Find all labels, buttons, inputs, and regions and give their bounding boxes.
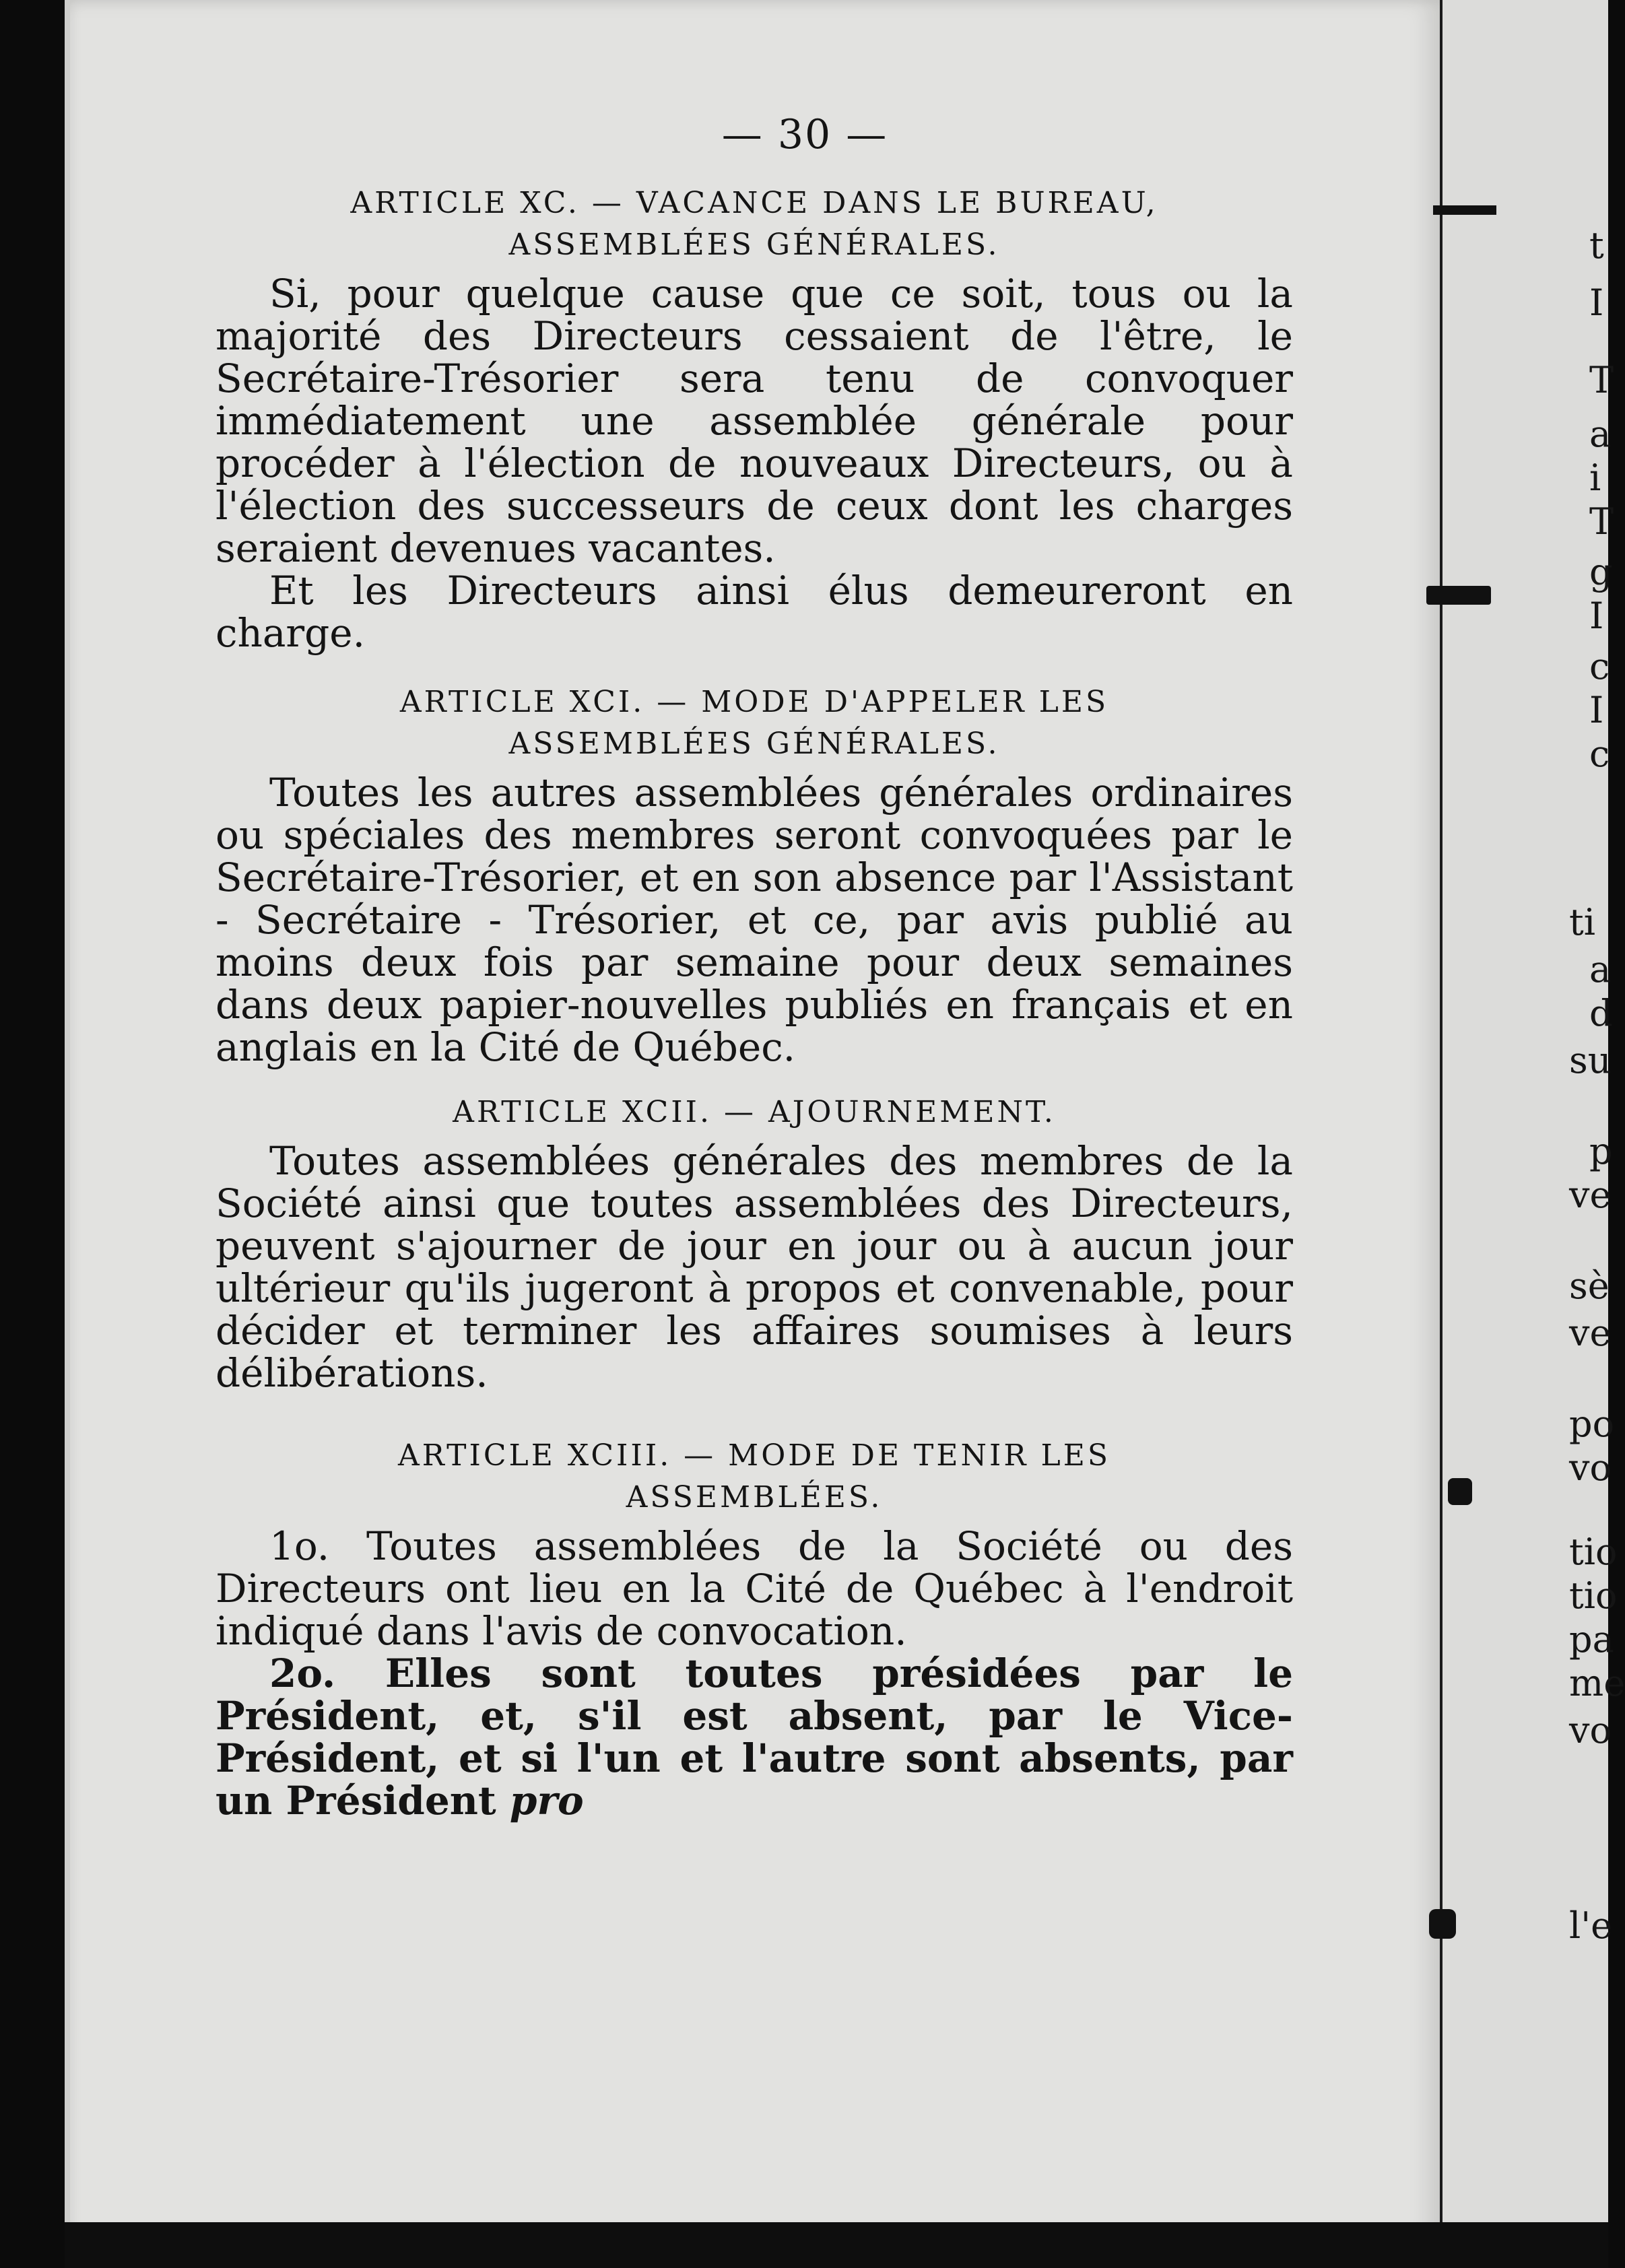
facing-page-fragment: I xyxy=(1589,595,1604,637)
facing-page-fragment: sè xyxy=(1569,1265,1610,1307)
facing-page-fragment: c xyxy=(1589,645,1610,688)
heading-line: ASSEMBLÉES GÉNÉRALES. xyxy=(508,727,1000,761)
article-heading xyxy=(215,1092,1293,1133)
facing-page-fragment: tio xyxy=(1569,1574,1618,1617)
facing-page-fragment: a xyxy=(1589,413,1612,455)
facing-page-fragment: c xyxy=(1589,733,1610,775)
page-text xyxy=(215,111,1293,1822)
article-paragraph xyxy=(215,1650,1293,1824)
facing-page-fragment: tio xyxy=(1569,1531,1618,1573)
heading-line: ARTICLE XCII. — AJOURNEMENT. xyxy=(453,1095,1056,1129)
facing-page-fragment: pa xyxy=(1569,1618,1614,1661)
article-heading xyxy=(215,681,1293,765)
ink-mark xyxy=(1426,586,1491,605)
heading-line: ASSEMBLÉES. xyxy=(626,1480,883,1514)
italic-word: pro xyxy=(509,1778,584,1824)
facing-page-fragment: ti xyxy=(1569,901,1595,943)
article-heading xyxy=(215,1435,1293,1519)
facing-page-fragment: su xyxy=(1569,1039,1612,1081)
article-paragraph: 1o. Toutes assemblées de la Société ou des Directeurs ont lieu en la Cité de Québec à l'endroit indiqué dans l'avis de convocation. xyxy=(215,1523,1293,1654)
page-number: — 30 — xyxy=(721,111,888,158)
facing-page-fragment: vo xyxy=(1569,1709,1612,1752)
facing-page-fragment: d xyxy=(1589,992,1613,1034)
facing-page-fragment: t xyxy=(1589,224,1604,267)
facing-page-fragment: g xyxy=(1589,551,1613,593)
article-paragraph: Toutes assemblées générales des membres de la Société ainsi que toutes assemblées des Directeurs, peuvent s'ajourner de jour en jour ou à aucun jour ultérieur qu'ils jugeront à propos et convenable, pour décider et terminer les affaires soumises à leurs délibérations. xyxy=(215,1138,1293,1396)
heading-line: ARTICLE XCIII. — MODE DE TENIR LES xyxy=(397,1438,1110,1473)
facing-page-fragment: p xyxy=(1589,1130,1613,1172)
scan-border xyxy=(65,2222,1608,2268)
facing-page-fragment: I xyxy=(1589,281,1604,324)
heading-line: ASSEMBLÉES GÉNÉRALES. xyxy=(508,228,1000,262)
article-heading xyxy=(215,182,1293,266)
facing-page-fragment: vo xyxy=(1569,1446,1612,1489)
facing-page-fragment: me xyxy=(1569,1662,1625,1704)
paragraph-text: 2o. Elles sont toutes présidées par le Président, et, s'il est absent, par le Vice-Président, et si l'un et l'autre sont absents, par un Président xyxy=(215,1650,1293,1824)
ink-mark xyxy=(1433,205,1496,215)
facing-page-fragment: I xyxy=(1589,689,1604,731)
facing-page-fragment: ve xyxy=(1569,1312,1612,1354)
facing-page-fragment: ve xyxy=(1569,1174,1612,1216)
page-edge xyxy=(65,0,70,2242)
heading-line: ARTICLE XC. — VACANCE DANS LE BUREAU, xyxy=(350,186,1158,220)
facing-page-fragment: a xyxy=(1589,948,1612,991)
facing-page-fragment: i xyxy=(1589,457,1601,499)
article-paragraph: Et les Directeurs ainsi élus demeureront en charge. xyxy=(215,568,1293,656)
facing-page-fragment: l'e xyxy=(1569,1904,1613,1947)
article-paragraph: Toutes les autres assemblées générales ordinaires ou spéciales des membres seront convoquées par le Secrétaire-Trésorier, et en son absence par l'Assistant - Secrétaire - Trésorier, et ce, par avis publié au moins deux fois par semaine pour deux semaines dans deux papier-nouvelles publiés en français et en anglais en la Cité de Québec. xyxy=(215,770,1293,1070)
facing-page-fragment: po xyxy=(1569,1403,1615,1445)
ink-mark xyxy=(1429,1909,1456,1939)
heading-line: ARTICLE XCI. — MODE D'APPELER LES xyxy=(399,685,1109,719)
article-paragraph: Si, pour quelque cause que ce soit, tous ou la majorité des Directeurs cessaient de l'être, le Secrétaire-Trésorier sera tenu de convoquer immédiatement une assemblée générale pour procéder à l'élection de nouveaux Directeurs, ou à l'élection des successeurs de ceux dont les charges seraient devenues vacantes. xyxy=(215,271,1293,571)
ink-mark xyxy=(1448,1478,1472,1505)
facing-page-fragment: T xyxy=(1589,500,1614,543)
facing-page-fragment: T xyxy=(1589,359,1614,401)
